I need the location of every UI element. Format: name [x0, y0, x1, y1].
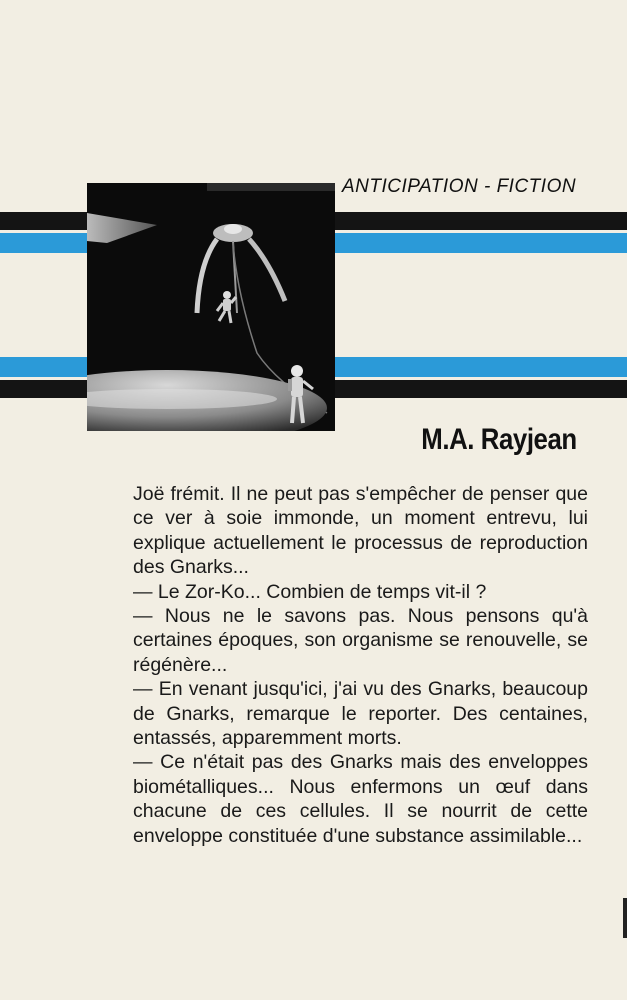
spacemen-with-tripod-machine-illustration	[87, 183, 335, 431]
edge-mark	[623, 898, 627, 938]
blurb-paragraph: — Le Zor-Ko... Combien de temps vit-il ?	[133, 580, 487, 603]
blurb-paragraph: — Ce n'était pas des Gnarks mais des enveloppes biométalliques... Nous enfermons un œuf dans chacune de ces cellules. Il se nourrit de cette enveloppe constituée d'une substance assimilable...	[133, 751, 588, 847]
cover-illustration	[87, 183, 335, 431]
blurb-text	[133, 482, 588, 848]
blurb-paragraph: — Nous ne le savons pas. Nous pensons qu'à certaines époques, son organisme se renouvelle, se régénère...	[133, 605, 588, 676]
blurb-paragraph: Joë frémit. Il ne peut pas s'empêcher de penser que ce ver à soie immonde, un moment entrevu, lui explique actuellement le processus de reproduction des Gnarks...	[133, 483, 588, 579]
series-label: ANTICIPATION - FICTION	[342, 176, 577, 197]
author-name: M.A. Rayjean	[421, 423, 577, 456]
blurb-paragraph: — En venant jusqu'ici, j'ai vu des Gnarks, beaucoup de Gnarks, remarque le reporter. Des centaines, entassés, apparemment morts.	[133, 678, 588, 750]
